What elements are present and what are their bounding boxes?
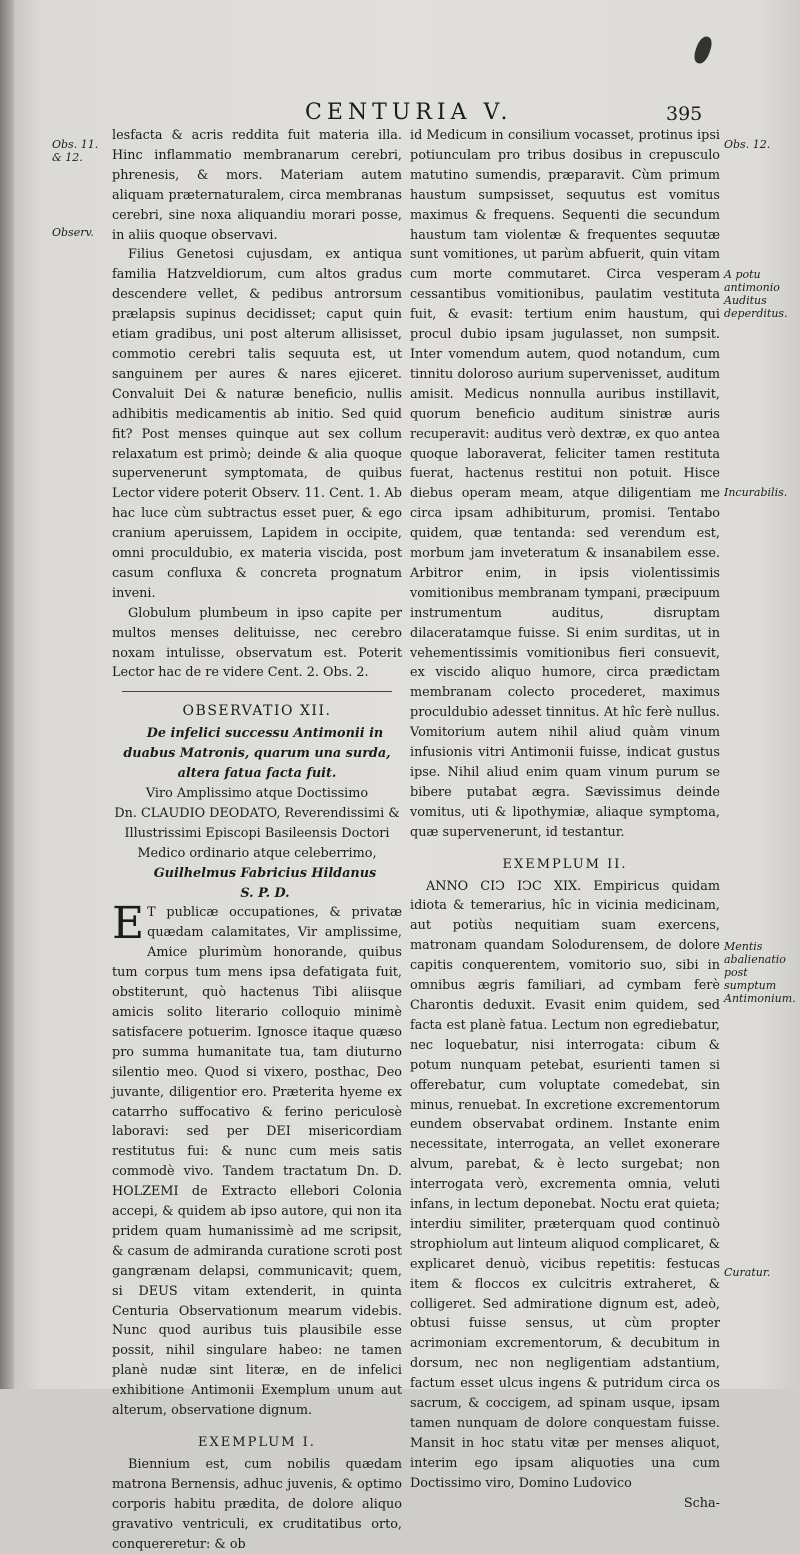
page-gutter-shadow	[0, 0, 14, 1389]
dedication-addressee: Dn. CLAUDIO DEODATO, Reverendissimi & Illustrissimi Episcopi Basileensis Doctori Medico ordinario atque celeberrimo,	[114, 805, 400, 861]
dedication-line: Viro Amplissimo atque Doctissimo	[145, 786, 369, 801]
catchword: Scha-	[683, 1495, 720, 1511]
letter-author: Guilhelmus Fabricius Hildanus	[153, 865, 377, 881]
paragraph: Filius Genetosi cujusdam, ex antiqua familia Hatzveldiorum, cum altos gradus descendere vellet, & pedibus antrorsum prælapsis supinus decidisset; caput quin etiam gradibus, uni post alterum allisisset, commotio cerebri talis sequuta est, ut sanguinem per aures & nares ejiceret. Convaluit Dei & naturæ beneficio, nullis adhibitis medicamentis ab initio. Sed quid fit? Post menses quinque aut sex collum relaxatum est primò; deinde & alia quoque supervenerunt symptomata, de quibus Lector videre poterit Observ. 11. Cent. 1. Ab hac luce cùm subtractus esset puer, & ego cranium aperuissem, Lapidem in occipite, omni proculdubio, ex materia viscida, post casum confluxa & concreta prognatum inveni.	[112, 247, 402, 601]
margin-note-auditus-deperditus: A potu antimonio Auditus deperditus.	[724, 268, 788, 320]
drop-capital: E	[112, 898, 145, 950]
example-heading: EXEMPLUM II.	[502, 856, 628, 872]
left-column	[112, 126, 402, 1554]
salutation: S. P. D.	[240, 885, 290, 901]
letter-body	[112, 898, 402, 1421]
margin-note-obs-12: Obs. 12.	[724, 138, 771, 151]
right-column	[410, 126, 720, 1514]
observation-subtitle: De infelici successu Antimonii in duabus Matronis, quarum una surda, altera fatua facta fuit.	[123, 726, 391, 782]
divider	[122, 691, 392, 692]
paragraph: id Medicum in consilium vocasset, protinus ipsi potiunculam pro tribus dosibus in crepusculo matutino sumendis, præparavit. Cùm primum haustum sumpsisset, sequutus est vomitus maximus & frequens. Sequenti die secundum haustum tam violentæ & frequentes sequutæ sunt vomitiones, ut parùm abfuerit, quin vitam cum morte commutaret. Circa vesperam cessantibus vomitionibus, paulatim vestituta fuit, & evasit: tertium enim haustum, qui procul dubio ipsam jugulasset, non sumpsit. Inter vomendum autem, quod notandum, cum tinnitu doloroso aurium supervenisset, auditum amisit. Medicus nonnulla auribus instillavit, quorum beneficio auditum sinistræ auris recuperavit: auditus verò dextræ, ex quo antea quoque laboraverat, feliciter tamen restituta fuerat, hactenus restitui non potuit. Hisce diebus operam meam, atque diligentiam me circa ipsam adhibiturum, promisi. Tentabo quidem, quæ tentanda: sed verendum est, morbum jam inveteratum & insanabilem esse. Arbitror enim, in ipsis violentissimis vomitionibus membranam tympani, præcipuum instrumentum auditus, disruptam dilaceratamque fuisse. Si enim surditas, ut in vehementissimis vomitionibus fieri consuevit, ex viscido aliquo humore, circa prædictam membranam colecto procederet, maximus proculdubio adesset tinnitus. At hîc ferè nullus. Vomitorium autem nihil aliud quàm vinum infusionis vitri Antimonii fuisse, indicat gustus ipse. Nihil aliud enim quam vinum purum se bibere putabat ægra. Sævissimus deinde vomitus, uti & lipothymiæ, aliaque symptoma, quæ supervenerunt, id testantur.	[410, 128, 720, 840]
margin-note-curatur: Curatur.	[724, 1266, 771, 1279]
ink-blot	[692, 35, 714, 66]
margin-note-observ: Observ.	[52, 226, 94, 239]
paragraph: Globulum plumbeum in ipso capite per multos menses delituisse, nec cerebro noxam intulisse, observatum est. Poterit Lector hac de re videre Cent. 2. Obs. 2.	[112, 605, 402, 681]
margin-note-incurabilis: Incurabilis.	[724, 486, 788, 499]
margin-note-obs-11-12: Obs. 11. & 12.	[52, 138, 99, 164]
page-number: 395	[666, 103, 703, 125]
paragraph: ANNO CIↃ IↃC XIX. Empiricus quidam idiota & temerarius, hîc in vicinia medicinam, aut potiùs nequitiam suam exercens, matronam quandam Solodurensem, de dolore capitis conquerentem, vomitorio suo, sibi in omnibus ægris familiari, ad cymbam ferè Charontis deduxit. Evasit enim quidem, sed facta est planè fatua. Lectum non egrediebatur, nec loquebatur, nisi interrogata: cibum & potum nunquam petebat, esurienti tamen si offerebatur, cum voluptate comedebat, sin minus, renuebat. In excretione excrementorum eundem observabat ordinem. Instante enim necessitate, interrogata, an vellet exonerare alvum, parebat, & è lecto surgebat; non interrogata verò, excrementa omnia, veluti infans, in lectum deponebat. Noctu erat quieta; interdiu similiter, præterquam quod continuò strophiolum aut linteum aliquod complicaret, & explicaret denuò, vicibus repetitis: festucas item & floccos ex culcitris extraheret, & colligeret. Sed admiratione dignum est, adeò, obtusi fuisse sensus, ut cùm propter acrimoniam excrementorum, & decubitum in dorsum, nec non negligentiam adstantium, factum esset ulcus ingens & putridum circa os sacrum, & coccigem, ad spinam usque, ipsam tamen nunquam de dolore conquestam fuisse. Mansit in hoc statu vitæ per menses aliquot, interim ego ipsam aliquoties una cum Doctissimo viro, Domino Ludovico	[410, 878, 720, 1491]
paragraph: lesfacta & acris reddita fuit materia illa. Hinc inflammatio membranarum cerebri, phrenesis, & mors. Materiam autem aliquam præternaturalem, circa membranas cerebri, sine noxa aliquandiu morari posse, in aliis quoque observavi.	[112, 128, 402, 243]
example-heading: EXEMPLUM I.	[198, 1435, 316, 1450]
observation-heading: OBSERVATIO XII.	[182, 703, 332, 720]
margin-note-mentis-abalienatio: Mentis abalienatio post sumptum Antimonium.	[724, 940, 796, 1005]
paragraph: Biennium est, cum nobilis quædam matrona Bernensis, adhuc juvenis, & optimo corporis habitu prædita, de dolore aliquo gravativo ventriculi, ex cruditatibus orto, conquereretur: & ob	[112, 1456, 402, 1552]
running-header: CENTURIA V.	[305, 100, 513, 125]
letter-text: T publicæ occupationes, & privatæ quædam calamitates, Vir amplissime, Amice plurimùm honorande, quibus tum corpus tum mens ipsa defatigata fuit, obstiterunt, quò hactenus Tibi aliisque amicis solito literario colloquio minimè satisfacere potuerim. Ignosce itaque quæso pro summa humanitate tua, tam diuturno silentio meo. Quod si vixero, posthac, Deo juvante, diligentior ero. Præterita hyeme ex catarrho suffocativo & ferino periculosè laboravi: sed per DEI misericordiam restitutus fui: & nunc cum meis satis commodè vivo. Tandem tractatum Dn. D. HOLZEMI de Extracto ellebori Colonia accepi, & quidem ab ipso autore, qui non ita pridem quam humanissimè ad me scripsit, & casum de admiranda curatione scroti post gangrænam delapsi, communicavit; quem, si DEUS vitam extenderit, in quinta Centuria Observationum mearum videbis. Nunc quod auribus tuis plausibile esse possit, nihil singulare habeo: ne tamen planè nudæ sint literæ, en de infelici exhibitione Antimonii Exemplum unum aut alterum, observatione dignum.	[112, 905, 402, 1419]
